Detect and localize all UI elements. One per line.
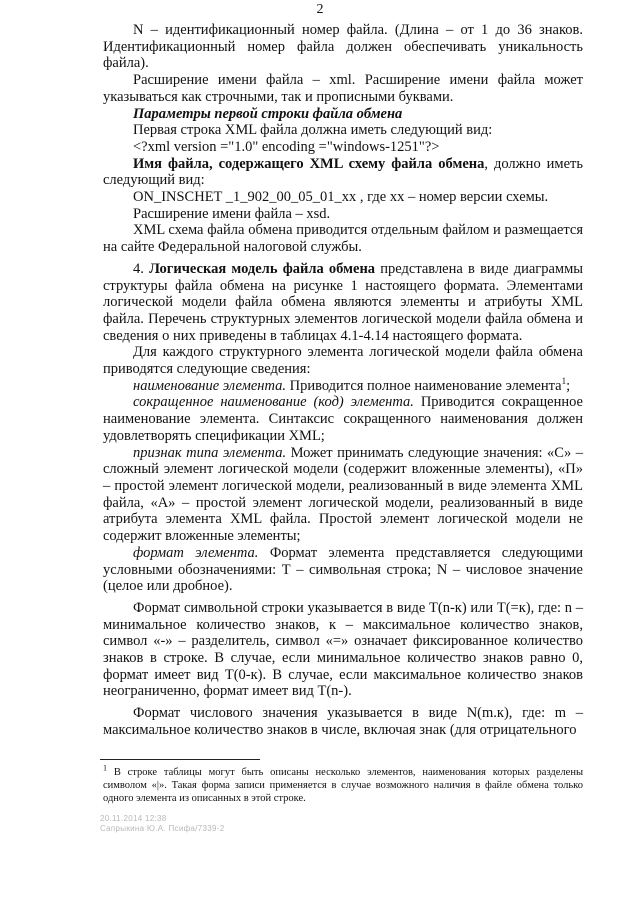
footnote-marker: 1	[103, 763, 107, 773]
footnote-separator	[100, 759, 260, 760]
paragraph-element-info: Для каждого структурного элемента логической модели файла обмена приводятся следующие сведения:	[103, 344, 583, 378]
section-4-paragraph: 4. Логическая модель файла обмена представлена в виде диаграммы структуры файла обмена на рисунке 1 настоящего формата. Элементами логической модели файла обмена являются элементы и атрибуты XML файла. Перечень структурных элементов логической модели файла обмена и сведения о них приведены в таблицах 4.1-4.14 настоящего формата.	[103, 260, 584, 344]
paragraph-file-id: N – идентификационный номер файла. (Длина – от 1 до 36 знаков. Идентификационный номер файла должен обеспечивать уникальность файла).	[103, 22, 583, 72]
paragraph-schema-published: XML схема файла обмена приводится отдельным файлом и размещается на сайте Федеральной налоговой службы.	[103, 222, 583, 256]
list-item-element-name: наименование элемента. Приводится полное наименование элемента$^1$;	[133, 375, 571, 394]
footnote: $^1$ В строке таблицы могут быть описаны несколько элементов, наименования которых разделены символом «|». Такая форма записи применяется в случае возможного наличия в файле обмена только одного элемента из описанных в этой строке.	[103, 763, 583, 804]
paragraph-schema-name: Имя файла, содержащего XML схему файла обмена, должно иметь следующий вид:	[103, 155, 583, 189]
paragraph-first-line: Первая строка XML файла должна иметь следующий вид:	[133, 122, 493, 139]
body-text	[103, 22, 583, 739]
paragraph-file-extension: Расширение имени файла – xml. Расширение имени файла может указываться как строчными, так и прописными буквами.	[103, 72, 583, 105]
list-item-short-name: сокращенное наименование (код) элемента. Приводится сокращенное наименование элемента. Синтаксис сокращенного наименования должен удовлетворять спецификации XML;	[103, 394, 583, 444]
stamp-line-1: 20.11.2014 12:38	[100, 814, 167, 823]
xml-declaration: <?xml version ="1.0" encoding ="windows-1251"?>	[133, 138, 440, 155]
list-item-element-format: формат элемента. Формат элемента представляется следующими условными обозначениями: Т – символьная строка; N – числовое значение (целое или дробное).	[103, 544, 583, 595]
stamp-line-2: Сапрыкина Ю.А. Псифа/7339-2	[100, 824, 225, 833]
schema-extension: Расширение имени файла – xsd.	[133, 205, 331, 222]
footnote-reference: 1	[561, 375, 567, 386]
schema-filename: ON_INSCHET _1_902_00_05_01_xx , где хх – номер версии схемы.	[133, 189, 549, 206]
heading-first-line-params: Параметры первой строки файла обмена	[133, 105, 403, 122]
print-stamp	[100, 814, 300, 834]
list-item-element-type: признак типа элемента. Может принимать следующие значения: «С» – сложный элемент логической модели (содержит вложенные элементы), «П» – простой элемент логической модели, реализованный в виде элемента XML файла, «А» – простой элемент логической модели, реализованный в виде атрибута элемента XML файла. Простой элемент логической модели не содержит вложенные элементы;	[103, 444, 583, 545]
page-number: 2	[316, 2, 324, 17]
paragraph-string-format: Формат символьной строки указывается в виде Т(n-к) или Т(=к), где: n – минимальное количество знаков, к – максимальное количество знаков, символ «-» – разделитель, символ «=» означает фиксированное количество знаков в строке. В случае, если минимальное количество знаков равно 0, формат имеет вид Т(0-к). В случае, если максимальное количество знаков неограниченно, формат имеет вид Т(n-).	[103, 599, 583, 700]
paragraph-number-format: Формат числового значения указывается в виде N(m.к), где: m – максимальное количество знаков в числе, включая знак (для отрицательного	[103, 705, 583, 738]
